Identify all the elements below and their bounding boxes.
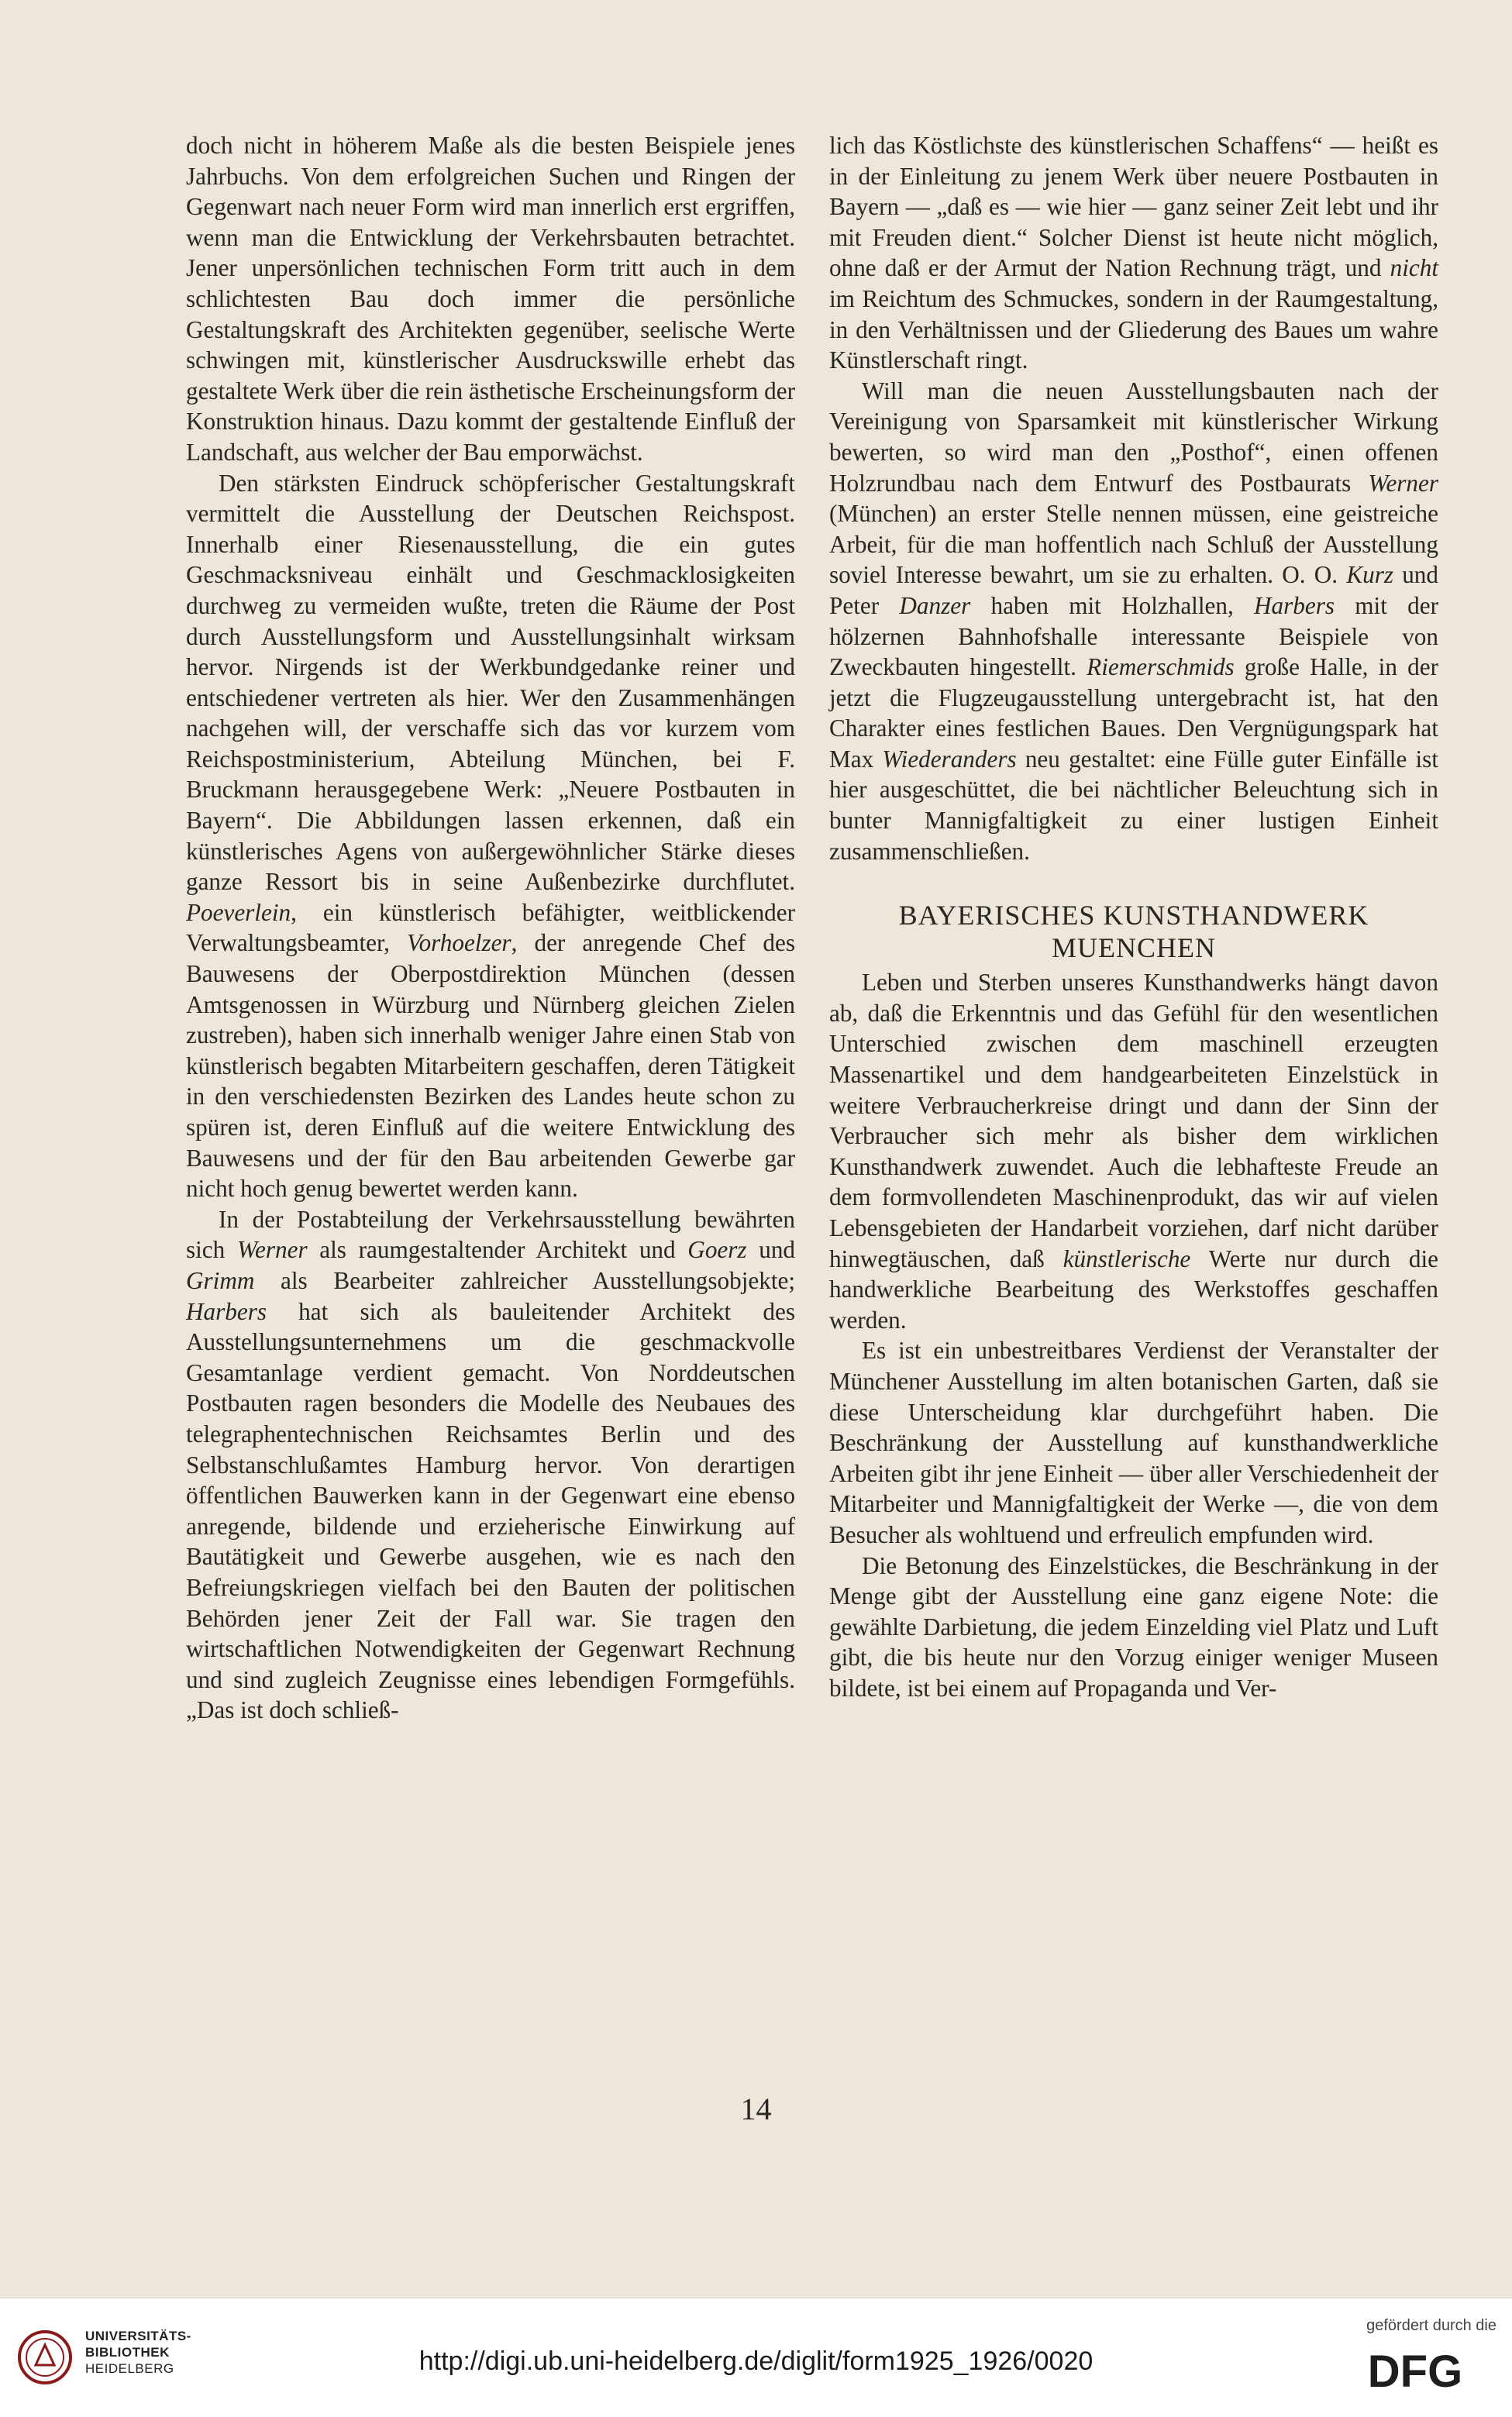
section-heading-line: MUENCHEN bbox=[1052, 932, 1216, 964]
paragraph: Die Betonung des Einzelstückes, die Beschränkung in der Menge gibt der Ausstellung eine ganz eigene Note: die gewählte Darbietung, die jedem Einzelding viel Platz und Luft gibt, die bis heute nur den Vorzug einiger weniger Museen bildete, ist bei einem auf Propaganda und Ver- bbox=[829, 1551, 1438, 1702]
section-heading bbox=[829, 899, 1438, 964]
institution-name: UNIVERSITÄTS- BIBLIOTHEK HEIDELBERG bbox=[85, 2329, 191, 2376]
dfg-logo-icon bbox=[1342, 2348, 1489, 2391]
permalink-link[interactable]: http://digi.ub.uni-heidelberg.de/diglit/form1925_1926/0020 bbox=[418, 2346, 1094, 2376]
section-heading-line: BAYERISCHES KUNSTHANDWERK bbox=[898, 900, 1369, 931]
paragraph: Es ist ein unbestreitbares Verdienst der Veranstalter der Münchener Ausstellung im alten botanischen Garten, daß sie diese Unterscheidung klar durchgeführt haben. Die Beschränkung der Ausstellung auf kunsthandwerkliche Arbeiten gibt ihr jene Einheit — über aller Verschiedenheit der Mitarbeiter und Mannigfaltigkeit der Werke —, die von dem Besucher als wohltuend und erfreulich empfunden wird. bbox=[829, 1337, 1438, 1548]
sponsor-caption: gefördert durch die bbox=[1366, 2317, 1497, 2334]
svg-text:DFG: DFG bbox=[1367, 2348, 1463, 2391]
paragraph: Den stärksten Eindruck schöpferischer Gestaltungskraft vermittelt die Ausstellung der Deutschen Reichspost. Innerhalb einer Riesenausstellung, die ein gutes Geschmacksniveau einhält und Geschmacklosigkeiten durchweg zu vermeiden wußte, treten die Räume der Post durch Ausstellungsform und Ausstellungsinhalt wirksam hervor. Nirgends ist der Werkbundgedanke reiner und entschiedener vertreten als hier. Wer den Zusammenhängen nachgehen will, der verschaffe sich das vor kurzem vom Reichspostministerium, Abteilung München, bei F. Bruckmann herausgegebene Werk: „Neuere Postbauten in Bayern“. Die Abbildungen lassen erkennen, daß ein künstlerisches Agens von außergewöhnlicher Stärke dieses ganze Ressort bis in seine Außenbezirke durchflutet. Poeverlein, ein künstlerisch befähigter, weitblickender Verwaltungsbeamter, Vorhoelzer, der anregende Chef des Bauwesens der Oberpostdirektion München (dessen Amtsgenossen in Würzburg und Nürnberg gleichen Zielen zustreben), haben sich innerhalb weniger Jahre einen Stab von künstlerisch begabten Mitarbeitern geschaffen, deren Tätigkeit in den verschiedensten Bezirken des Landes heute schon zu spüren ist, deren Einfluß auf die weitere Entwicklung des Bauwesens und der für den Bau arbeitenden Gewerbe gar nicht hoch genug bewertet werden kann. bbox=[186, 469, 795, 1203]
paragraph: doch nicht in höherem Maße als die besten Beispiele jenes Jahrbuchs. Von dem erfolgreichen Suchen und Ringen der Gegenwart nach neuer Form wird man innerlich erst ergriffen, wenn man die Entwicklung der Verkehrsbauten betrachtet. Jener unpersönlichen technischen Form tritt auch in dem schlichtesten Bau doch immer die persönliche Gestaltungskraft des Architekten gegenüber, seelische Werte schwingen mit, künstlerischer Ausdruckswille erhebt das gestaltete Werk über die rein ästhetische Erscheinungsform der Konstruktion hinaus. Dazu kommt der gestaltende Einfluß der Landschaft, aus welcher der Bau emporwächst. bbox=[186, 132, 795, 466]
page-number: 14 bbox=[740, 2092, 772, 2126]
viewer-footer bbox=[0, 2298, 1512, 2417]
right-column bbox=[829, 130, 1438, 1704]
left-column bbox=[186, 130, 795, 1726]
paragraph: In der Postabteilung der Verkehrsausstellung bewährten sich Werner als raumgestaltender Architekt und Goerz und Grimm als Bearbeiter zahlreicher Ausstellungsobjekte; Harbers hat sich als bauleitender Architekt des Ausstellungsunternehmens um die geschmackvolle Gesamtanlage verdient gemacht. Von Norddeutschen Postbauten ragen besonders die Modelle des Neubaues des telegraphentechnischen Reichsamtes Berlin und des Selbstanschlußamtes Hamburg hervor. Von derartigen öffentlichen Bauwerken kann in der Gegenwart eine ebenso anregende, bildende und erzieherische Einwirkung auf Bautätigkeit und Gewerbe ausgehen, wie es nach den Befreiungskriegen vielfach bei den Bauten der politischen Behörden jener Zeit der Fall war. Sie tragen den wirtschaftlichen Notwendigkeiten der Gegenwart Rechnung und sind zugleich Zeugnisse eines lebendigen Formgefühls. „Das ist doch schließ- bbox=[186, 1205, 796, 1724]
paragraph: Will man die neuen Ausstellungsbauten nach der Vereinigung von Sparsamkeit mit künstlerischer Wirkung bewerten, so wird man den „Posthof“, einen offenen Holzrundbau nach dem Entwurf des Postbaurats Werner (München) an erster Stelle nennen müssen, eine geistreiche Arbeit, für die man hoffentlich nach Schluß der Ausstellung soviel Interesse bewahrt, um sie zu erhalten. O. O. Kurz und Peter Danzer haben mit Holzhallen, Harbers mit der hölzernen Bahnhofshalle interessante Beispiele von Zweckbauten hingestellt. Riemerschmids große Halle, in der jetzt die Flugzeugausstellung untergebracht ist, hat den Charakter eines festlichen Baues. Den Vergnügungspark hat Max Wiederanders neu gestaltet: eine Fülle guter Einfälle ist hier ausgeschüttet, die bei nächtlicher Beleuchtung sich in bunter Mannigfaltigkeit zu einer lustigen Einheit zusammenschließen. bbox=[829, 377, 1438, 865]
paragraph: Leben und Sterben unseres Kunsthandwerks hängt davon ab, daß die Erkenntnis und das Gefühl für den wesentlichen Unterschied zwischen dem maschinell erzeugten Massenartikel und dem handgearbeiteten Einzelstück in weitere Verbraucherkreise dringt und dann der Sinn der Verbraucher sich mehr als bisher dem wirklichen Kunsthandwerk zuwendet. Auch die lebhafteste Freude an dem formvollendeten Maschinenprodukt, das wir auf vielen Lebensgebieten der Handarbeit vorziehen, darf nicht darüber hinwegtäuschen, daß künstlerische Werte nur durch die handwerkliche Bearbeitung des Werkstoffes geschaffen werden. bbox=[829, 969, 1439, 1334]
paragraph: lich das Köstlichste des künstlerischen Schaffens“ — heißt es in der Einleitung zu jenem Werk über neuere Postbauten in Bayern — „daß es — wie hier — ganz seiner Zeit lebt und ihr mit Freuden dient.“ Solcher Dienst ist heute nicht möglich, ohne daß er der Armut der Nation Rechnung trägt, und nicht im Reichtum des Schmuckes, sondern in der Raumgestaltung, in den Verhältnissen und der Gliederung des Baues um wahre Künstlerschaft ringt. bbox=[829, 132, 1438, 374]
